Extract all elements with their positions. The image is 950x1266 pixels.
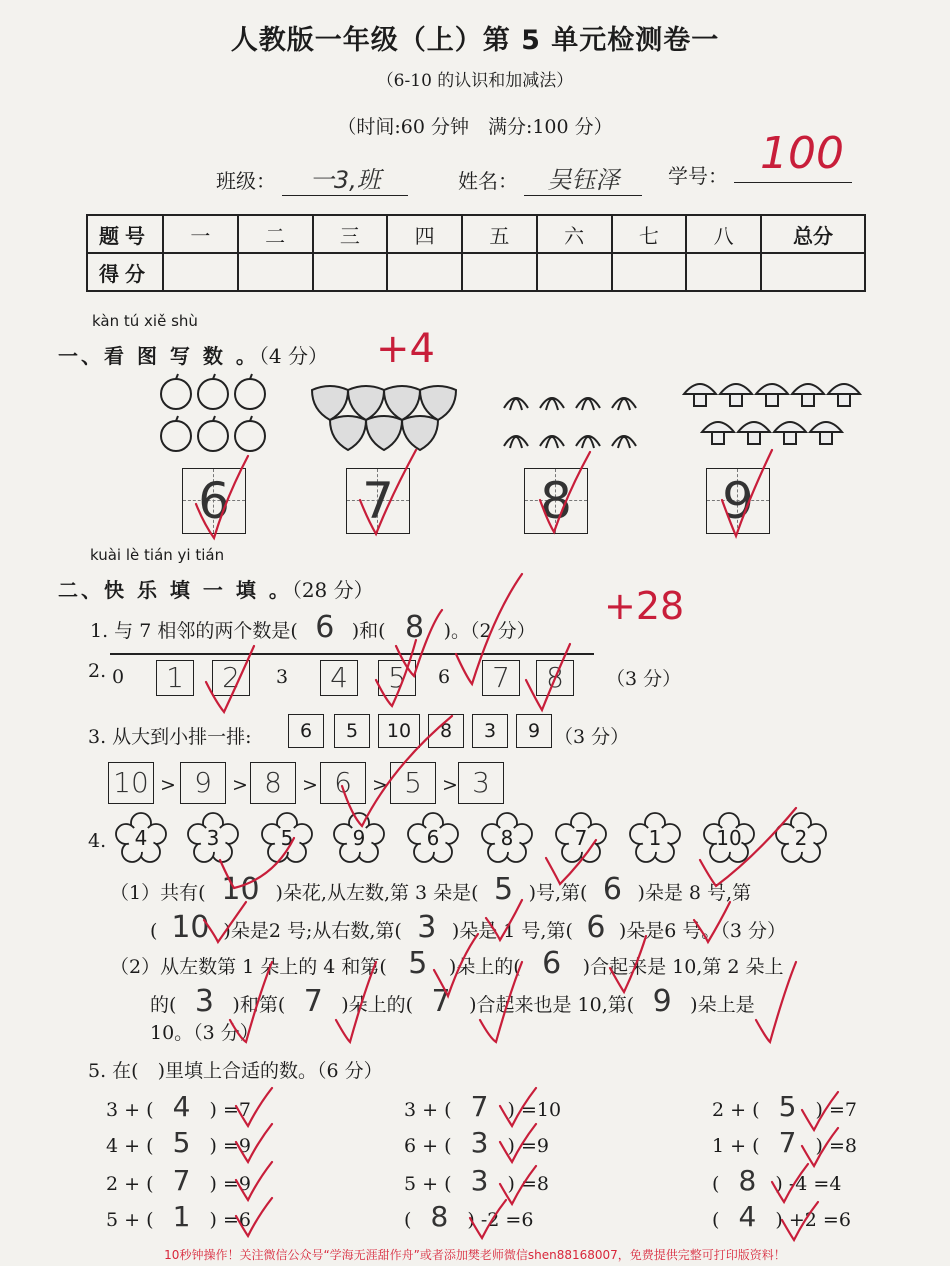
score-col: 四 [387,215,462,253]
score-col: 三 [313,215,388,253]
flower-number: 5 [280,826,294,850]
flower-number: 10 [716,826,742,850]
score-col: 总分 [761,215,865,253]
equation: ( 8 ) -2 =6 [404,1200,534,1233]
flower-number: 1 [648,826,662,850]
equation: ( 4 ) +2 =6 [712,1200,851,1233]
score-mark: +4 [376,326,435,372]
given-number: 9 [516,714,552,748]
flower-number: 2 [794,826,808,850]
section1-pinyin: kàn tú xiě shù [92,312,198,330]
equation: 4 + ( 5 ) =9 [106,1126,251,1159]
id-label: 学号： [668,164,728,188]
class-label: 班级： [216,169,276,193]
question-2-2-number: 2. [88,660,107,682]
flower-number: 3 [206,826,220,850]
grade-mark: 100 [760,128,844,179]
flower-number: 9 [352,826,366,850]
time-info: （时间:60 分钟 满分:100 分） [337,116,613,138]
equation: 3 + ( 4 ) =7 [106,1090,251,1123]
given-number: 6 [288,714,324,748]
question-2-4-part2-line1: （2）从左数第 1 朵上的 4 和第( 5 )朵上的( 6 )合起来是 10,第 2 朵上 [110,946,784,981]
answer-box: 9 [180,762,226,804]
score-col: 八 [686,215,761,253]
score-row-head: 得分 [87,253,163,291]
number-label: 0 [112,666,125,688]
number-box: 4 [320,660,358,696]
given-number: 5 [334,714,370,748]
score-col: 五 [462,215,537,253]
section2-pinyin: kuài lè tián yi tián [90,546,225,564]
number-label: 3 [276,666,289,688]
footer-note: 10秒钟操作！关注微信公众号“学海无涯甜作舟”或者添加樊老师微信shen88168007，免费提供完整可打印版资料！ [164,1248,786,1262]
answer-box: 6 [320,762,366,804]
answer-box: 10 [108,762,154,804]
answer-box: 3 [458,762,504,804]
answer-box: 9 [706,468,770,534]
equation: ( 8 ) -4 =4 [712,1164,842,1197]
equation: 3 + ( 7 ) =10 [404,1090,562,1123]
score-col: 一 [163,215,238,253]
number-box: 7 [482,660,520,696]
name-value: 吴钰泽 [524,160,642,196]
answer-box: 8 [524,468,588,534]
question-2-3: 3. 从大到小排一排: [88,726,252,748]
name-label: 姓名： [458,169,518,193]
equation: 5 + ( 1 ) =6 [106,1200,251,1233]
question-2-4-number: 4. [88,830,107,852]
question-2-5-title: 5. 在( )里填上合适的数。（6 分） [88,1060,383,1082]
points-label: （3 分） [554,726,630,748]
equation: 5 + ( 3 ) =8 [404,1164,549,1197]
class-value: 一3,班 [282,160,408,196]
number-label: 6 [438,666,451,688]
answer-box: 8 [250,762,296,804]
equation: 6 + ( 3 ) =9 [404,1126,549,1159]
answer-box: 5 [390,762,436,804]
score-col: 二 [238,215,313,253]
score-col: 七 [612,215,687,253]
flower-number: 6 [426,826,440,850]
points-label: （3 分） [606,668,682,690]
score-row-head: 题号 [87,215,163,253]
answer-box: 6 [182,468,246,534]
question-2-4-part2-line2: 的( 3 )和第( 7 )朵上的( 7 )合起来也是 10,第( 9 )朵上是 [150,984,755,1019]
equation: 2 + ( 7 ) =9 [106,1164,251,1197]
given-number: 8 [428,714,464,748]
given-number: 10 [378,714,420,748]
number-box: 2 [212,660,250,696]
question-2-1: 1. 与 7 相邻的两个数是( 6 )和( 8 )。（2 分） [90,610,536,645]
answer-box: 7 [346,468,410,534]
score-col: 六 [537,215,612,253]
section2-title: 二、快 乐 填 一 填 。（28 分） [58,578,374,602]
number-box: 5 [378,660,416,696]
flower-number: 8 [500,826,514,850]
question-2-4-part2-line3: 10。（3 分） [150,1022,259,1044]
equation: 2 + ( 5 ) =7 [712,1090,857,1123]
given-number: 3 [472,714,508,748]
equation: 1 + ( 7 ) =8 [712,1126,857,1159]
number-box: 1 [156,660,194,696]
page-title: 人教版一年级（上）第 5 单元检测卷一 [230,25,720,56]
question-2-4-part1-line2: ( 10 )朵是2 号;从右数,第( 3 )朵是 1 号,第( 6 )朵是6 号。（3 分） [150,910,787,945]
score-mark: +28 [604,584,685,628]
section1-title: 一、看 图 写 数 。（4 分） [58,344,328,368]
page-subtitle: （6-10 的认识和加减法） [376,71,574,91]
question-2-4-part1-line1: （1）共有( 10 )朵花,从左数,第 3 朵是( 5 )号,第( 6 )朵是 8 号,第 [110,872,752,907]
number-box: 8 [536,660,574,696]
flower-number: 4 [134,826,148,850]
flower-number: 7 [574,826,588,850]
